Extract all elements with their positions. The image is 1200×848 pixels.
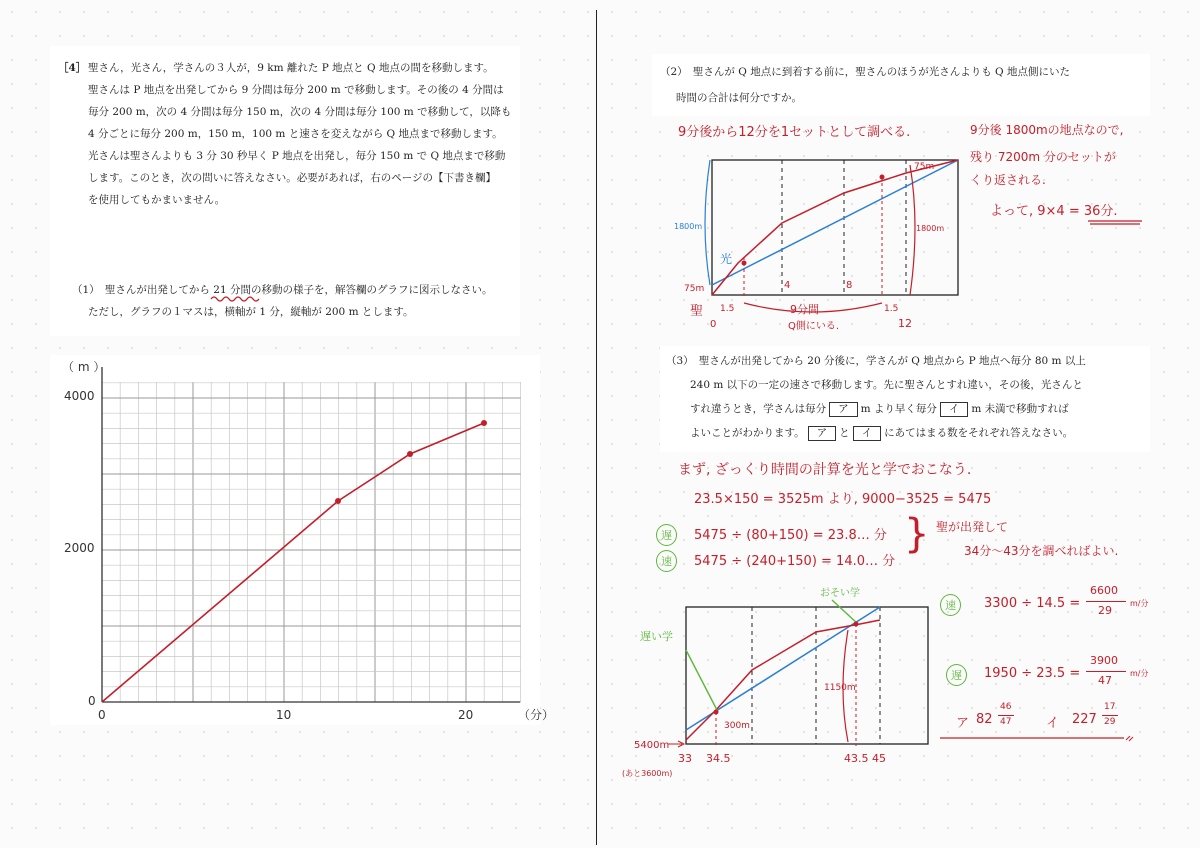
graph-note: 12: [898, 317, 912, 330]
q1-line: （1） 聖さんが出発してから 21 分間の移動の様子を，解答欄のグラフに図示しなさい。: [72, 284, 493, 296]
graph-note: 5400m: [634, 740, 670, 751]
graph-note: Q側にいる.: [788, 321, 840, 332]
graph-note: おそい学: [820, 588, 860, 599]
graph-note: 43.5: [844, 752, 869, 765]
intro-line: 毎分 200 m，次の 4 分間は毎分 150 m，次の 4 分間は毎分 100 m で移動して，以降も: [88, 106, 512, 118]
slow-mark: 遅: [946, 664, 967, 686]
calc-slow-den: 47: [1098, 674, 1112, 687]
calc-fast-den: 29: [1098, 604, 1112, 617]
intro-line: を使用してもかまいません。: [88, 194, 226, 206]
graph-note: 45: [872, 752, 886, 765]
q2-sketch-graph: [672, 145, 972, 335]
answer-underline: [940, 734, 1140, 744]
answer-graph: [50, 355, 555, 725]
q3-line: （3） 聖さんが出発してから 20 分後に，学さんが Q 地点から P 地点へ毎分 80 m 以上: [666, 355, 1086, 367]
frac-bar: [998, 715, 1014, 716]
graph-note: 1150m: [824, 683, 856, 693]
intro-line: 聖さん，光さん，学さんの３人が，9 km 離れた P 地点と Q 地点の間を移動します。: [88, 62, 494, 74]
q2-note: 9分後から12分を1セットとして調べる.: [678, 125, 911, 140]
graph-note: (あと3600m): [622, 769, 673, 778]
frac-bar: [1086, 671, 1126, 672]
x-tick-label: 0: [98, 708, 106, 722]
answer-a-label: ア: [956, 716, 970, 731]
graph-note: 4: [784, 280, 791, 291]
path-point: [335, 498, 341, 504]
answer-i-whole: 227: [1072, 712, 1097, 727]
calc-slow: 1950 ÷ 23.5 =: [984, 666, 1081, 681]
fast-mark: 速: [656, 550, 677, 572]
answer-i-label: イ: [1046, 716, 1060, 731]
q2-note: 9分後 1800mの地点なので,: [970, 123, 1124, 137]
slow-mark: 遅: [656, 524, 677, 546]
q3-note: 23.5×150 = 3525m より, 9000−3525 = 5475: [694, 492, 992, 507]
y-tick-label: 4000: [64, 389, 95, 403]
q3-line: すれ違うとき，学さんは毎分 ア m より早く毎分 イ m 未満で移動すれば: [690, 403, 1069, 415]
answer-box-i: イ: [853, 426, 882, 441]
x-tick-label: 20: [458, 708, 474, 722]
y-tick-label: 2000: [64, 541, 95, 555]
graph-note: 75m: [684, 284, 705, 294]
x-tick-label: 10: [276, 708, 292, 722]
calc-fast-num: 6600: [1090, 584, 1118, 597]
graph-note: 聖: [690, 304, 704, 319]
q1-line: ただし，グラフの１マスは，横軸が 1 分，縦軸が 200 m とします。: [88, 306, 414, 318]
calc-slow-num: 3900: [1090, 654, 1118, 667]
answer-box-a: ア: [829, 402, 858, 417]
graph-note: 9分間: [790, 303, 819, 316]
answer-a-whole: 82: [976, 712, 993, 727]
intro-line: します。このとき，次の問いに答えなさい。必要があれば，右のページの【下書き欄】: [88, 172, 497, 184]
answer-i-den: 29: [1104, 717, 1116, 727]
intro-line: 4 分ごとに毎分 200 m，150 m，100 m と速さを変えながら Q 地点まで移動します。: [88, 128, 503, 140]
q3-note: 5475 ÷ (240+150) = 14.0… 分: [694, 554, 896, 569]
path-point: [407, 451, 413, 457]
graph-note: 1.5: [884, 304, 899, 314]
graph-note: 1800m: [674, 222, 703, 231]
graph-note: 遅い学: [640, 630, 673, 643]
graph-note: 34.5: [706, 752, 731, 765]
graph-note: 0: [710, 319, 717, 330]
q2-line: 時間の合計は何分ですか。: [676, 92, 802, 104]
intro-line: 聖さんは P 地点を出発してから 9 分間は毎分 200 m で移動します。その後の 4 分間は: [88, 84, 504, 96]
q2-note: くり返される.: [970, 173, 1046, 187]
y-unit-label: （ m ）: [62, 360, 106, 374]
graph-note: 300m: [724, 721, 750, 731]
underline-squiggle: [210, 295, 262, 303]
frac-bar: [1102, 715, 1118, 716]
graph-note: 1.5: [720, 304, 735, 314]
hijiri-path: [102, 423, 484, 702]
answer-i-num: 17: [1104, 702, 1116, 712]
q3-sketch-graph: [620, 580, 920, 790]
q3-note: 聖が出発して: [936, 520, 1009, 534]
fast-mark: 速: [940, 594, 961, 616]
q2-answer-underline: [1088, 219, 1148, 225]
graph-note: 8: [846, 280, 853, 291]
calc-unit: m/分: [1130, 669, 1149, 678]
q2-note: よって, 9×4 = 36分.: [990, 204, 1118, 219]
x-unit-label: （分）: [518, 708, 555, 722]
q3-note: 34分〜43分を調べればよい.: [964, 544, 1119, 558]
answer-box-i: イ: [940, 402, 969, 417]
calc-fast: 3300 ÷ 14.5 =: [984, 596, 1081, 611]
frac-bar: [1086, 601, 1126, 602]
calc-unit: m/分: [1130, 599, 1149, 608]
q3-note: 5475 ÷ (80+150) = 23.8… 分: [694, 528, 887, 543]
path-point: [481, 420, 487, 426]
graph-note: 33: [678, 752, 692, 765]
y-tick-label: 0: [88, 694, 96, 708]
graph-note: 光: [720, 252, 733, 266]
q3-note: まず, ざっくり時間の計算を光と学でおこなう.: [678, 462, 972, 478]
intro-line: 光さんは聖さんよりも 3 分 30 秒早く P 地点を出発し，毎分 150 m で Q 地点まで移動: [88, 150, 506, 162]
answer-a-den: 47: [1000, 717, 1012, 727]
answer-box-a: ア: [808, 426, 837, 441]
graph-note: 75m: [914, 162, 935, 172]
q2-line: （2） 聖さんが Q 地点に到着する前に，聖さんのほうが光さんよりも Q 地点側にいた: [660, 66, 1070, 78]
brace: }: [904, 511, 930, 557]
q3-line: よいことがわかります。 ア と イ にあてはまる数をそれぞれ答えなさい。: [690, 427, 1074, 439]
problem-number: ［4］: [58, 62, 87, 74]
q2-note: 残り 7200m 分のセットが: [970, 150, 1116, 164]
answer-a-num: 46: [1000, 702, 1012, 712]
page-divider: [596, 10, 597, 845]
graph-note: 1800m: [916, 224, 945, 233]
q3-line: 240 m 以下の一定の速さで移動します。先に聖さんとすれ違い，その後，光さんと: [690, 379, 1083, 391]
